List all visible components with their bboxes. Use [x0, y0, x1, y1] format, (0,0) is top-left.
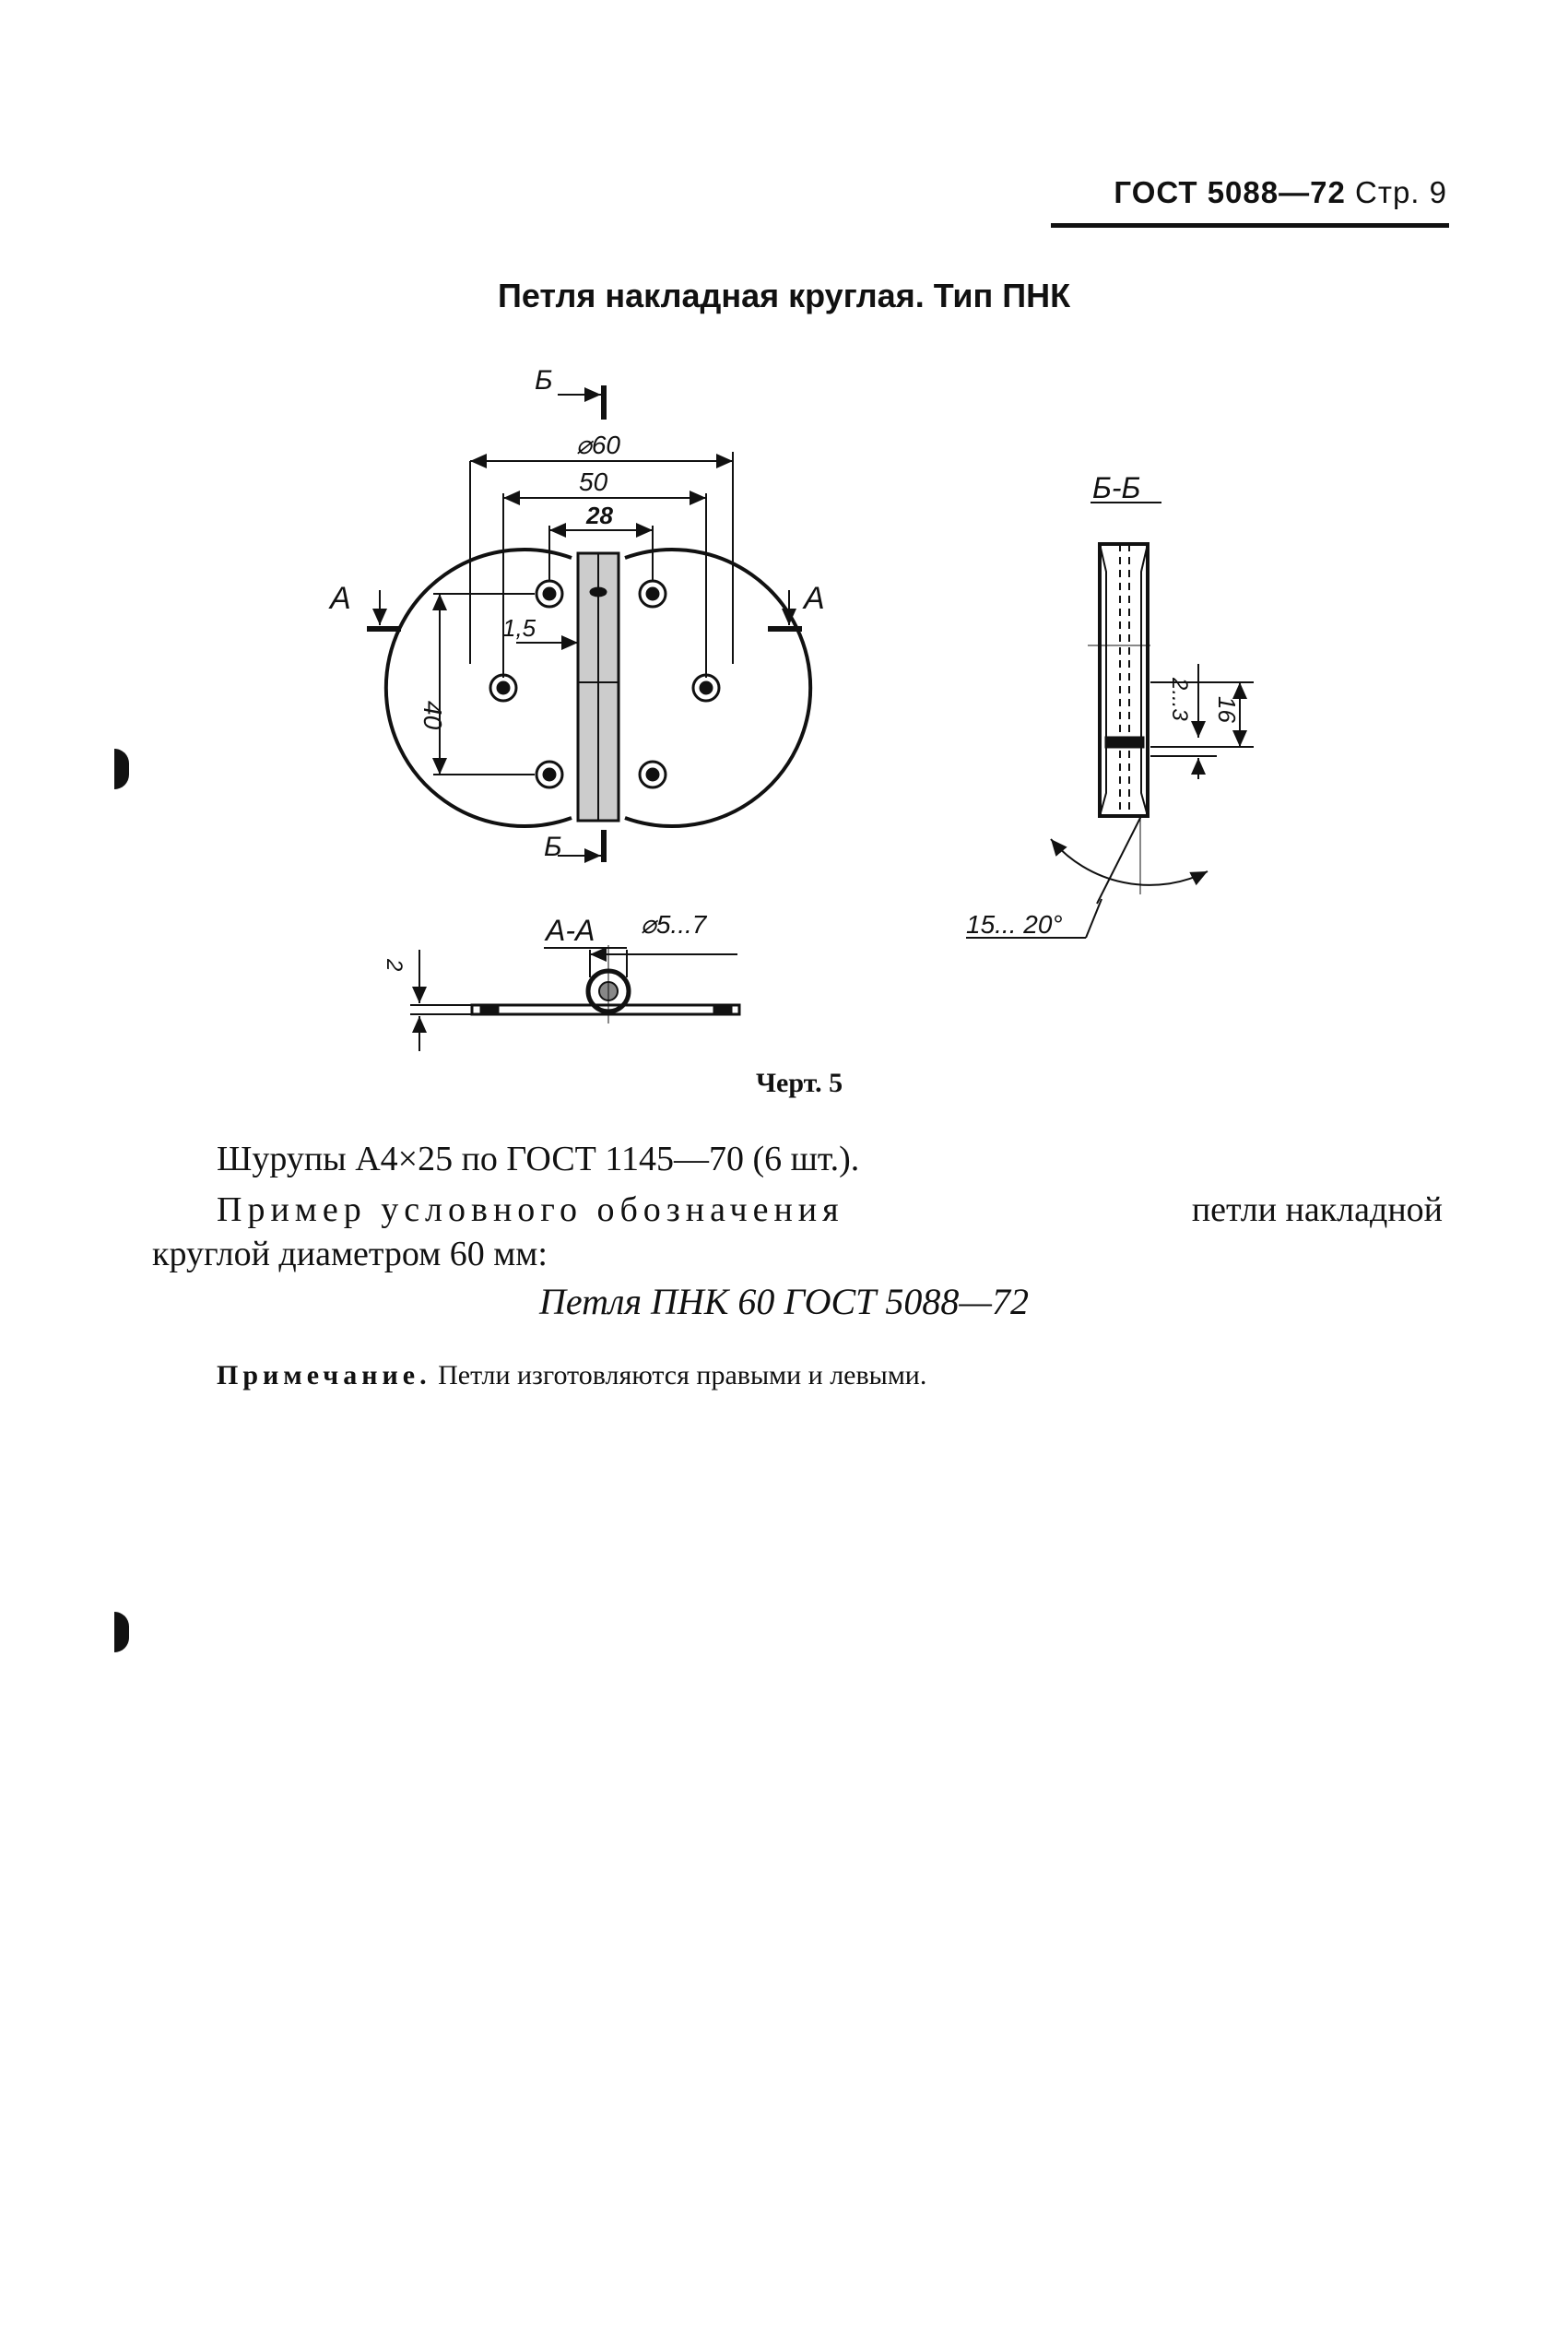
dim-2: 2	[382, 959, 407, 972]
dim-28: 28	[586, 502, 613, 529]
example-line	[217, 1189, 1443, 1230]
dim-2-3: 2...3	[1167, 678, 1192, 721]
label-b-top: Б	[535, 365, 553, 396]
standard-number: ГОСТ 5088—72	[1114, 175, 1346, 209]
label-a-right: А	[804, 581, 825, 616]
page-number: Стр. 9	[1355, 175, 1447, 209]
dim-50: 50	[579, 467, 608, 496]
note-label: Примечание.	[217, 1360, 431, 1390]
dim-d60: ⌀60	[576, 431, 621, 459]
figure-title: Петля накладная круглая. Тип ПНК	[497, 277, 1071, 314]
label-a-left: А	[330, 581, 351, 616]
binding-mark	[114, 1612, 129, 1652]
section-aa-view	[410, 945, 739, 1051]
dim-40: 40	[419, 701, 447, 730]
note	[217, 1360, 926, 1391]
example-start: Пример условного обозначения	[217, 1190, 844, 1229]
screws-line: Шурупы А4×25 по ГОСТ 1145—70 (6 шт.).	[217, 1140, 860, 1178]
label-b-bottom: Б	[544, 832, 562, 862]
example-continuation: круглой диаметром 60 мм:	[152, 1235, 548, 1273]
hinge-plan-view	[386, 550, 810, 826]
view-bb-title: Б-Б	[1092, 471, 1141, 504]
figure-caption: Черт. 5	[756, 1068, 843, 1098]
dim-d5-7: ⌀5...7	[641, 910, 707, 939]
dim-1-5: 1,5	[502, 614, 536, 642]
example-end: петли накладной	[1191, 1190, 1443, 1229]
dim-16: 16	[1213, 696, 1241, 723]
section-bb-view	[966, 503, 1254, 938]
designation-example: Петля ПНК 60 ГОСТ 5088—72	[539, 1281, 1029, 1322]
note-text: Петли изготовляются правыми и левыми.	[430, 1360, 927, 1390]
hinge-drawing	[0, 0, 1568, 1070]
view-aa-title: А-А	[546, 914, 595, 947]
dim-angle: 15... 20°	[966, 910, 1063, 939]
